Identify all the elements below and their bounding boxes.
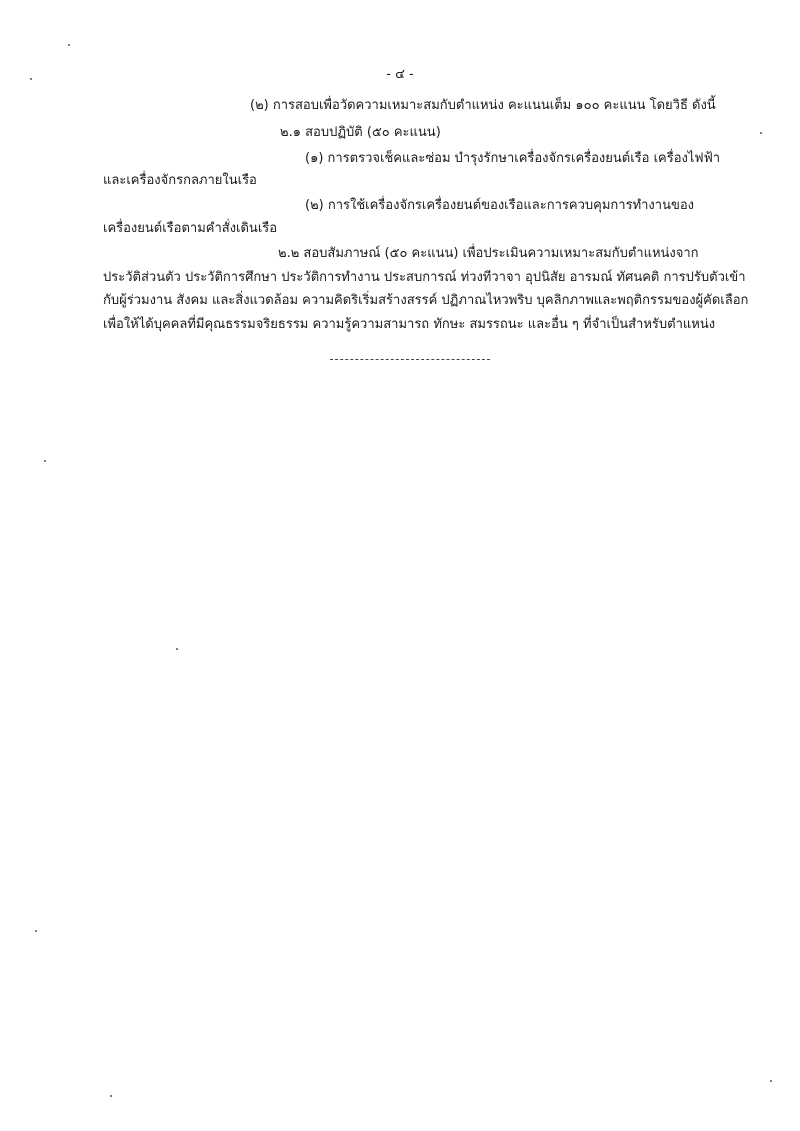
text-line-practical-exam: ๒.๑ สอบปฏิบัติ (๕๐ คะแนน) [280,125,441,140]
text-line-interview: ๒.๒ สอบสัมภาษณ์ (๕๐ คะแนน) เพื่อประเมินความเหมาะสมกับตำแหน่งจาก [278,246,699,261]
end-divider [330,359,490,360]
scan-speck [35,930,37,932]
text-line-item-1: (๑) การตรวจเช็คและซ่อม บำรุงรักษาเครื่องจักรเครื่องยนต์เรือ เครื่องไฟฟ้า [305,151,721,166]
text-line-item-1-cont: และเครื่องจักรกลภายในเรือ [103,173,257,188]
scan-speck [760,132,762,134]
page-number: - ๔ - [386,67,414,82]
text-line-item-2: (๒) การใช้เครื่องจักรเครื่องยนต์ของเรือและการควบคุมการทำงานของ [305,198,695,213]
text-line-exam-suitability: (๒) การสอบเพื่อวัดความเหมาะสมกับตำแหน่ง คะแนนเต็ม ๑๐๐ คะแนน โดยวิธี ดังนี้ [250,98,716,113]
scan-speck [110,1095,112,1097]
text-line-interview-cont-1: ประวัติส่วนตัว ประวัติการศึกษา ประวัติการทำงาน ประสบการณ์ ท่วงทีวาจา อุปนิสัย อารมณ์ ทัศนคติ การปรับตัวเข้า [103,270,746,285]
text-line-interview-cont-3: เพื่อให้ได้บุคคลที่มีคุณธรรมจริยธรรม ความรู้ความสามารถ ทักษะ สมรรถนะ และอื่น ๆ ที่จำเป็นสำหรับตำแหน่ง [103,317,716,332]
text-line-interview-cont-2: กับผู้ร่วมงาน สังคม และสิ่งแวดล้อม ความคิดริเริ่มสร้างสรรค์ ปฏิภาณไหวพริบ บุคลิกภาพและพฤติกรรมของผู้คัดเลือก [103,293,749,308]
scan-speck [68,44,70,46]
scan-speck [30,78,32,80]
scan-speck [176,648,178,650]
text-line-item-2-cont: เครื่องยนต์เรือตามคำสั่งเดินเรือ [103,221,278,236]
scan-speck [44,460,46,462]
scan-speck [770,1080,772,1082]
